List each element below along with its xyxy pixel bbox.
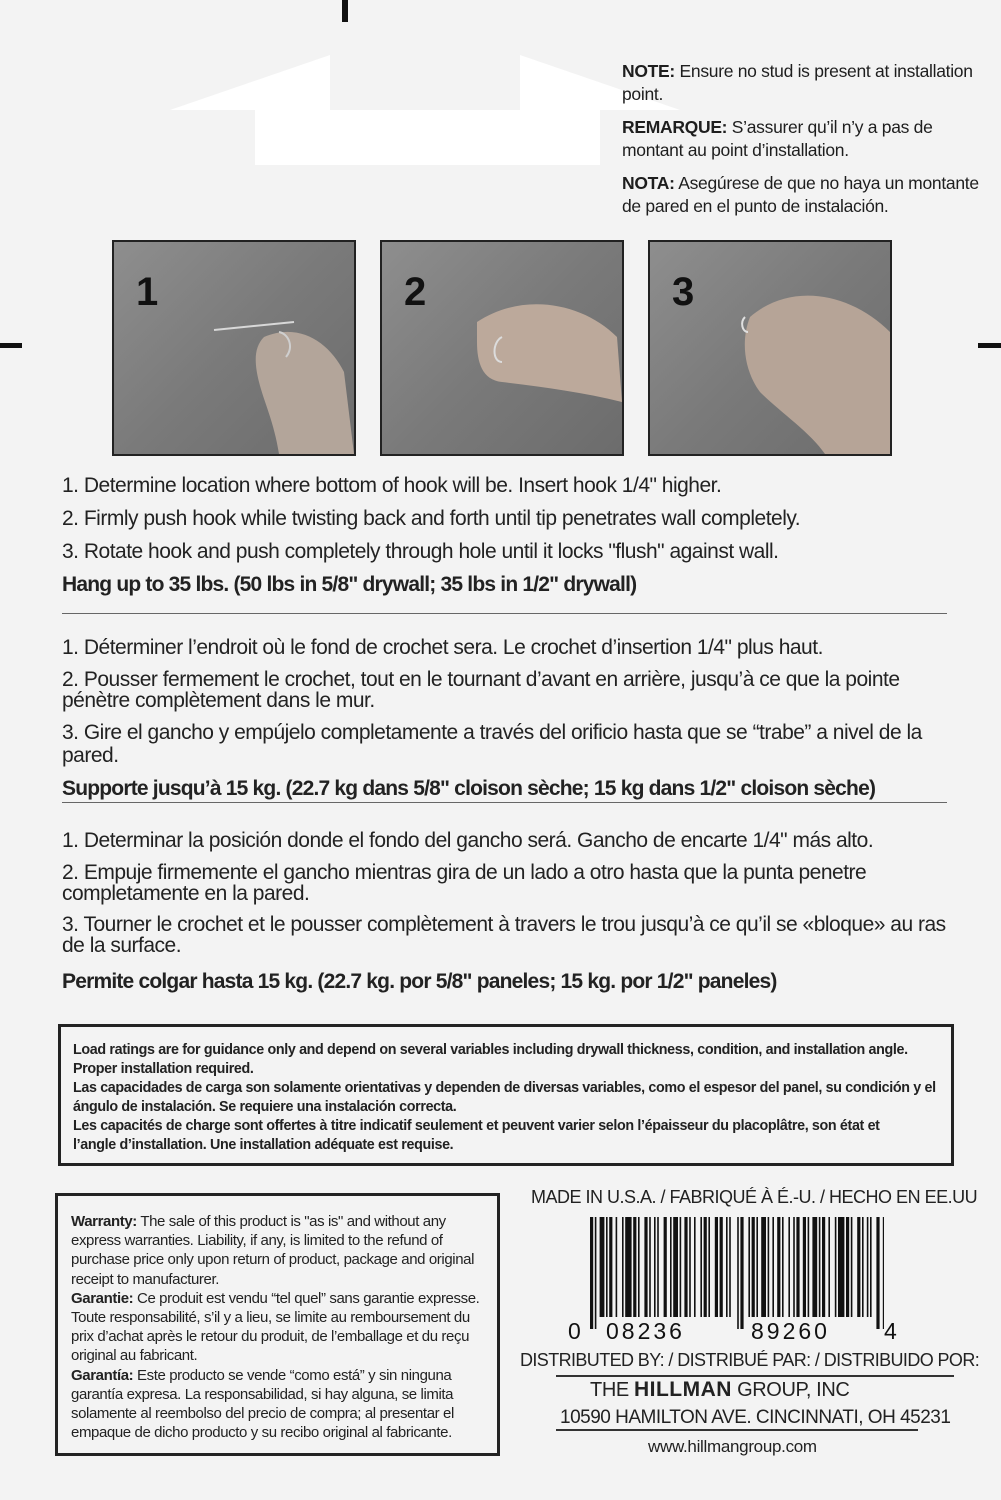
step-number-3: 3: [672, 270, 695, 314]
distributor-address: 10590 HAMILTON AVE. CINCINNATI, OH 45231: [560, 1407, 951, 1428]
hillman-brand: HILLMAN: [633, 1378, 732, 1401]
made-in-label: MADE IN U.S.A. / FABRIQUÉ À É.-U. / HECHO EN EE.UU: [531, 1187, 978, 1207]
instructions-spanish: [62, 829, 952, 1003]
load-line-1: Load ratings are for guidance only and depend on several variables including drywall thickness, condition, and installation angle.: [73, 1042, 908, 1058]
divider-2: [62, 802, 947, 803]
address-rule-top: [556, 1375, 954, 1377]
barcode-group-1: 08236: [606, 1318, 685, 1344]
warranty-fr-label: Garantie:: [71, 1289, 134, 1307]
barcode-left-digit: 0: [568, 1318, 581, 1344]
upc-barcode: [590, 1217, 884, 1329]
website-link[interactable]: www.hillmangroup.com: [648, 1437, 817, 1456]
note-en-text: Ensure no stud is present at installation point.: [622, 61, 973, 104]
english-step-2: 2. Firmly push hook while twisting back and forth until tip penetrates wall completely.: [62, 507, 801, 530]
spanish-step-1: 1. Determinar la posición donde el fondo del gancho será. Gancho de encarte 1/4" más alto.: [62, 829, 874, 852]
stud-note: [622, 60, 992, 228]
spanish-step-3: 3. Tourner le crochet et le pousser complètement à travers le trou jusqu’à ce qu’il se «bloque» au ras de la surface.: [62, 913, 946, 957]
hang-hole-left: [170, 55, 330, 110]
load-line-6: l’angle d’installation. Une installation adéquate est requise.: [73, 1137, 454, 1153]
distributed-by-label: DISTRIBUTED BY: / DISTRIBUÉ PAR: / DISTRIBUIDO POR:: [520, 1350, 980, 1370]
hang-hole: [255, 110, 600, 165]
step-number-1: 1: [136, 270, 159, 314]
french-step-2: 2. Pousser fermement le crochet, tout en le tournant d’avant en arrière, jusqu’à ce que la pointe pénètre complètement dans le mur.: [62, 668, 900, 712]
address-rule-bottom: [556, 1429, 918, 1431]
divider-1: [62, 613, 947, 614]
hillman-the: THE: [590, 1379, 634, 1401]
crop-mark-top: [342, 0, 348, 22]
hillman-logo: [590, 1378, 849, 1402]
warranty-box: [55, 1193, 500, 1456]
note-es-label: NOTA:: [622, 173, 675, 193]
hillman-group: GROUP, INC: [731, 1379, 850, 1401]
french-step-1: 1. Déterminer l’endroit où le fond de crochet sera. Le crochet d’insertion 1/4" plus haut.: [62, 636, 823, 659]
crop-mark-right: [978, 343, 1001, 348]
english-step-1: 1. Determine location where bottom of hook will be. Insert hook 1/4" higher.: [62, 474, 722, 497]
hand-inserting-hook-illustration: [114, 242, 354, 454]
load-line-3: Las capacidades de carga son solamente orientativas y dependen de diversas variables, como el espesor del panel, su condición y el: [73, 1080, 936, 1096]
step-photo-3: [648, 240, 892, 456]
hand-rotating-hook-illustration: [650, 242, 890, 454]
spanish-capacity: Permite colgar hasta 15 kg. (22.7 kg. por 5/8" paneles; 15 kg. por 1/2" paneles): [62, 970, 777, 993]
load-line-5: Les capacités de charge sont offertes à titre indicatif seulement et peuvent varier selon l’épaisseur du placoplâtre, son état et: [73, 1118, 880, 1134]
instructions-english: [62, 474, 962, 606]
load-ratings-box: [58, 1024, 954, 1166]
note-es-text: Asegúrese de que no haya un montante de pared en el punto de instalación.: [622, 173, 979, 216]
french-capacity: Supporte jusqu’à 15 kg. (22.7 kg dans 5/8" cloison sèche; 15 kg dans 1/2" cloison sèche): [62, 777, 876, 800]
warranty-en-text: The sale of this product is "as is" and without any express warranties. Liability, if any, is limited to the refund of purchase price only upon return of product, package and original receipt to manufacturer.: [71, 1213, 475, 1288]
crop-mark-left: [0, 343, 22, 348]
french-step-3: 3. Gire el gancho y empújelo completamente a través del orificio hasta que se “trabe” a nivel de la pared.: [62, 721, 922, 767]
note-fr-text: S’assurer qu’il n’y a pas de montant au point d’installation.: [622, 117, 933, 160]
note-fr-label: REMARQUE:: [622, 117, 728, 137]
barcode-group-2: 89260: [751, 1318, 830, 1344]
step-number-2: 2: [404, 270, 427, 314]
warranty-es-label: Garantía:: [71, 1366, 134, 1384]
spanish-step-2: 2. Empuje firmemente el gancho mientras gira de un lado a otro hasta que la punta penetre completamente en la pared.: [62, 861, 867, 905]
warranty-es-text: Este producto se vende “como está” y sin ninguna garantía expresa. La responsabilidad, si hay alguna, se limita solamente al reembolso del precio de compra; al presentar el empaque de dicho producto y su recibo original al fabricante.: [71, 1366, 454, 1442]
instructions-french: [62, 636, 952, 810]
load-line-2: Proper installation required.: [73, 1061, 254, 1077]
barcode-right-digit: 4: [884, 1318, 897, 1344]
note-en-label: NOTE:: [622, 61, 675, 81]
english-step-3: 3. Rotate hook and push completely through hole until it locks "flush" against wall.: [62, 540, 779, 563]
warranty-fr-text: Ce produit est vendu “tel quel” sans garantie expresse. Toute responsabilité, s’il y a lieu, se limite au remboursement du prix d’achat après le retour du produit, de l’emballage et du reçu original au fabricant.: [71, 1289, 480, 1365]
hand-twisting-hook-illustration: [382, 242, 622, 454]
warranty-en-label: Warranty:: [71, 1213, 137, 1230]
english-capacity: Hang up to 35 lbs. (50 lbs in 5/8" drywall; 35 lbs in 1/2" drywall): [62, 573, 637, 596]
step-photo-1: [112, 240, 356, 456]
step-photo-2: [380, 240, 624, 456]
load-line-4: ángulo de instalación. Se requiere una instalación correcta.: [73, 1099, 457, 1115]
